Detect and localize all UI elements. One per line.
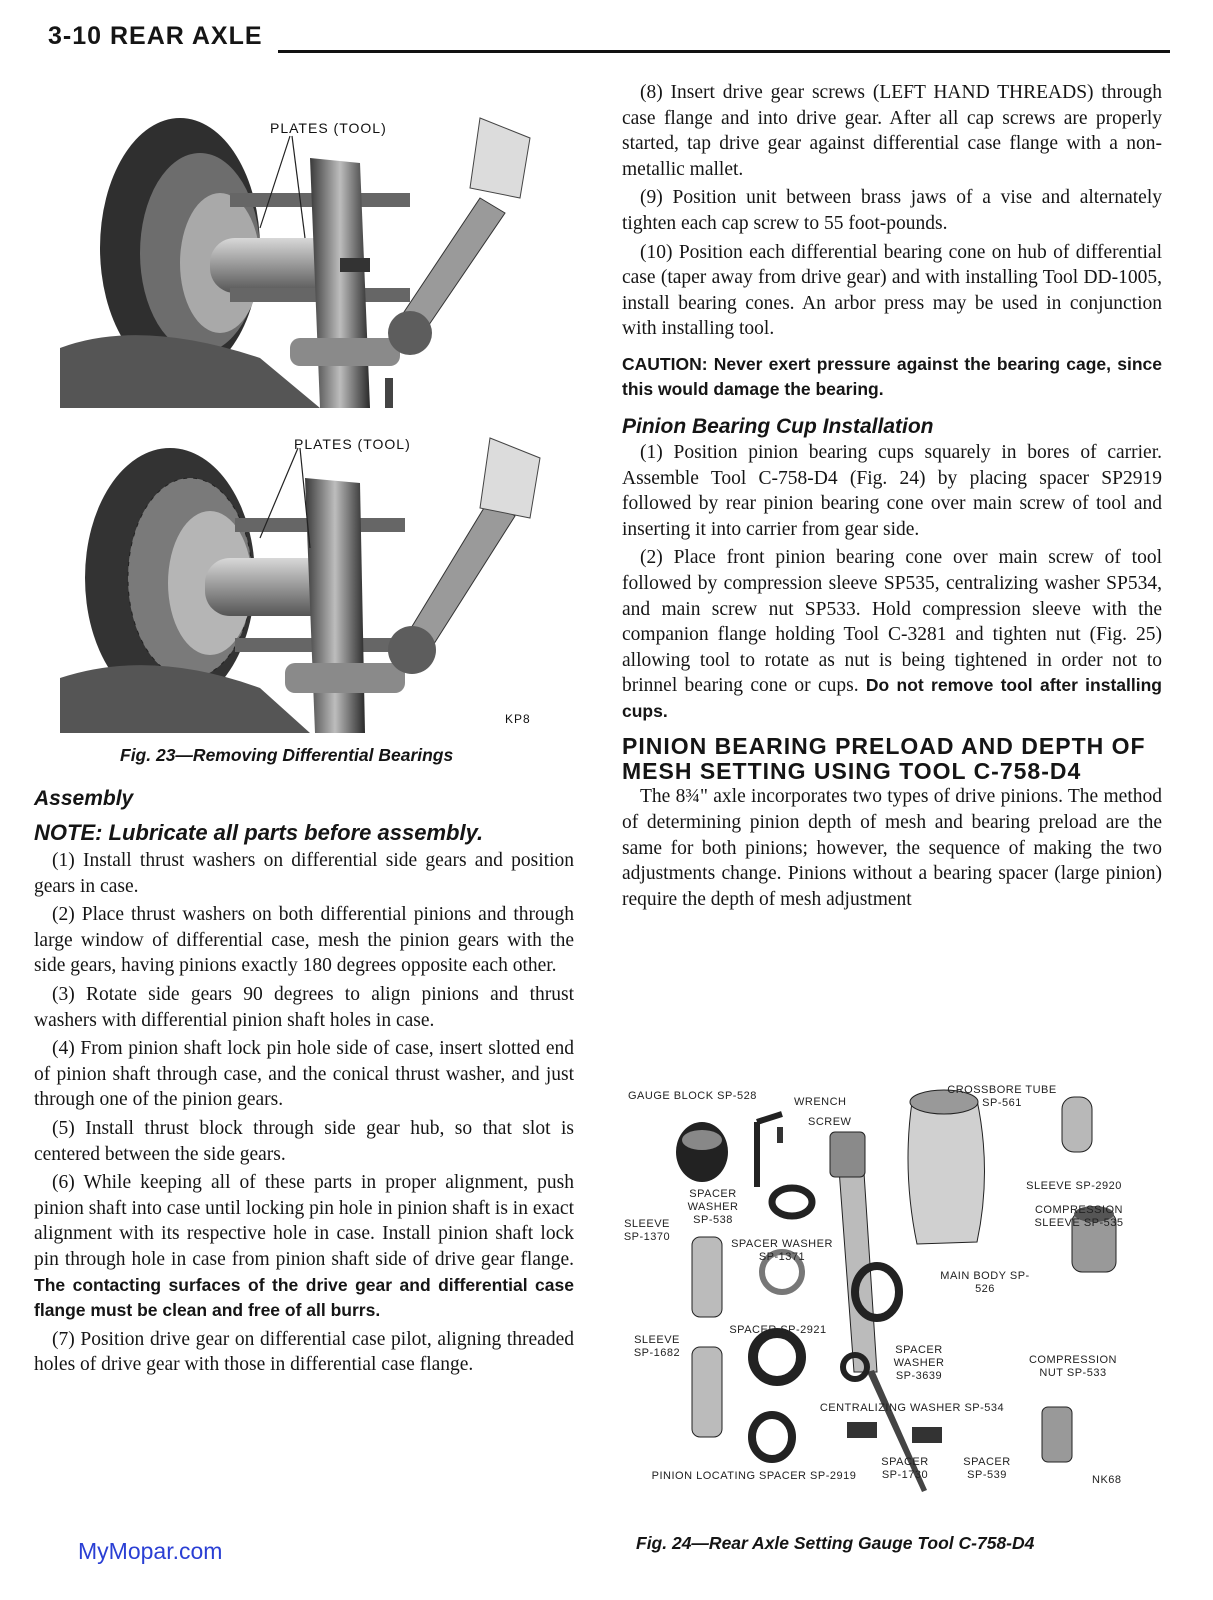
label-spacer-washer-538: SPACER WASHER SP-538 — [687, 1188, 739, 1226]
figure-code: KP8 — [505, 712, 531, 726]
page-header — [40, 22, 1170, 56]
paragraph — [622, 545, 1162, 724]
page-title: 3-10 REAR AXLE — [48, 22, 263, 50]
right-column — [622, 80, 1162, 915]
label-pinion-locating-spacer: PINION LOCATING SPACER SP-2919 — [651, 1470, 857, 1482]
paragraph: (10) Position each differential bearing cone on hub of differential case (taper away from drive gear) and with installing Tool DD-1005, install bearing cones. An arbor press may be used in conjunction with installing tool. — [622, 241, 1162, 340]
label-spacer-1730: SPACER SP-1730 — [881, 1456, 929, 1481]
label-centralizing-washer: CENTRALIZING WASHER SP-534 — [819, 1402, 1005, 1414]
paragraph: (7) Position drive gear on differential case pilot, aligning threaded holes of drive gear with those in differential case flange. — [34, 1328, 574, 1376]
label-sleeve-1370: SLEEVE SP-1370 — [623, 1218, 671, 1243]
label-spacer-washer-1371: SPACER WASHER SP-1371 — [731, 1238, 833, 1263]
photo-bottom — [60, 438, 540, 733]
paragraph-text: (6) While keeping all of these parts in proper alignment, push pinion shaft into case until locking pin hole in pinion shaft is in exact alignment with its respective hole in case. Install pinion shaft lock pin through hole in case from pinion shaft side of drive gear flange. — [34, 1172, 574, 1270]
figure-23-caption: Fig. 23—Removing Differential Bearings — [120, 745, 454, 765]
paragraph: (1) Install thrust washers on differential side gears and position gears in case. — [34, 850, 574, 897]
header-rule — [278, 50, 1170, 53]
caution-note: CAUTION: Never exert pressure against the bearing cage, since this would damage the bearing. — [622, 353, 1162, 399]
label-gauge-block: GAUGE BLOCK SP-528 — [628, 1090, 757, 1102]
label-screw: SCREW — [808, 1116, 852, 1128]
left-column — [34, 786, 574, 1381]
setting-gauge-tool-drawing — [622, 1072, 1162, 1512]
figure-24-caption: Fig. 24—Rear Axle Setting Gauge Tool C-758-D4 — [636, 1533, 1035, 1553]
paragraph-bold-text: The contacting surfaces of the drive gear and differential case flange must be clean and free of all burrs. — [34, 1274, 574, 1321]
figure-24 — [622, 1072, 1162, 1512]
figure-code: NK68 — [1092, 1474, 1122, 1486]
watermark: MyMopar.com — [78, 1538, 223, 1564]
paragraph: (4) From pinion shaft lock pin hole side of case, insert slotted end of pinion shaft through case, and the conical thrust washer, and just through one of the pinion gears. — [34, 1038, 574, 1111]
label-spacer-washer-3639: SPACER WASHER SP-3639 — [893, 1344, 945, 1382]
paragraph: (9) Position unit between brass jaws of a vise and alternately tighten each cap screw to 55 foot-pounds. — [622, 187, 1162, 234]
differential-bearing-removal-photo — [60, 78, 560, 738]
plates-tool-label-top: PLATES (TOOL) — [270, 120, 387, 136]
figure-23 — [60, 78, 560, 738]
pinion-cup-heading: Pinion Bearing Cup Installation — [622, 414, 934, 438]
label-compression-sleeve: COMPRESSION SLEEVE SP-535 — [1034, 1204, 1124, 1229]
label-compression-nut: COMPRESSION NUT SP-533 — [1028, 1354, 1117, 1379]
paragraph: The 8¾" axle incorporates two types of drive pinions. The method of determining pinion depth of mesh and bearing preload are the same for both pinions; however, the sequence of making the two adjustments change. Pinions without a bearing spacer (large pinion) require the depth of mesh adjustment — [622, 786, 1162, 910]
paragraph: (3) Rotate side gears 90 degrees to align pinions and thrust washers with differential pinion shaft holes in case. — [34, 983, 574, 1031]
paragraph: (2) Place thrust washers on both differential pinions and through large window of differential case, mesh the pinion gears with the side gears, having pinions exactly 180 degrees opposite each other. — [34, 904, 574, 977]
note-heading: NOTE: Lubricate all parts before assembly. — [34, 820, 484, 845]
paragraph: (8) Insert drive gear screws (LEFT HAND THREADS) through case flange and into drive gear. After all cap screws are properly started, tap drive gear against differential case flange with a non-metallic mallet. — [622, 82, 1162, 180]
label-spacer-539: SPACER SP-539 — [963, 1456, 1011, 1481]
paragraph: (1) Position pinion bearing cups squarely in bores of carrier. Assemble Tool C-758-D4 (Fig. 24) by placing spacer SP2919 followed by rear pinion bearing cone over main screw of tool and inserting it into carrier from gear side. — [622, 441, 1162, 540]
paragraph: (5) Install thrust block through side gear hub, so that slot is centered between the side gears. — [34, 1117, 574, 1165]
paragraph-text: (2) Place front pinion bearing cone over main screw of tool followed by compression sleeve SP535, centralizing washer SP534, and main screw nut SP533. Hold compression sleeve with the companion flange holding Tool C-3281 and tighten nut (Fig. 25) allowing tool to rotate as nut is being tightened in order not to brinnel bearing cone or cups. — [622, 547, 1162, 697]
label-crossbore-tube: CROSSBORE TUBE SP-561 — [947, 1084, 1057, 1109]
paragraph-bold-text: Do not remove tool after installing cups. — [622, 675, 1162, 721]
label-sleeve-1682: SLEEVE SP-1682 — [633, 1334, 681, 1359]
label-sleeve-2920: SLEEVE SP-2920 — [1026, 1180, 1122, 1192]
paragraph — [34, 1170, 574, 1324]
label-spacer-2921: SPACER SP-2921 — [729, 1324, 827, 1336]
assembly-heading: Assembly — [34, 787, 134, 810]
label-wrench: WRENCH — [794, 1096, 847, 1108]
label-main-body: MAIN BODY SP-526 — [940, 1270, 1030, 1295]
plates-tool-label-bottom: PLATES (TOOL) — [294, 436, 411, 452]
section-heading: PINION BEARING PRELOAD AND DEPTH OF MESH SETTING USING TOOL C-758-D4 — [622, 733, 1146, 785]
